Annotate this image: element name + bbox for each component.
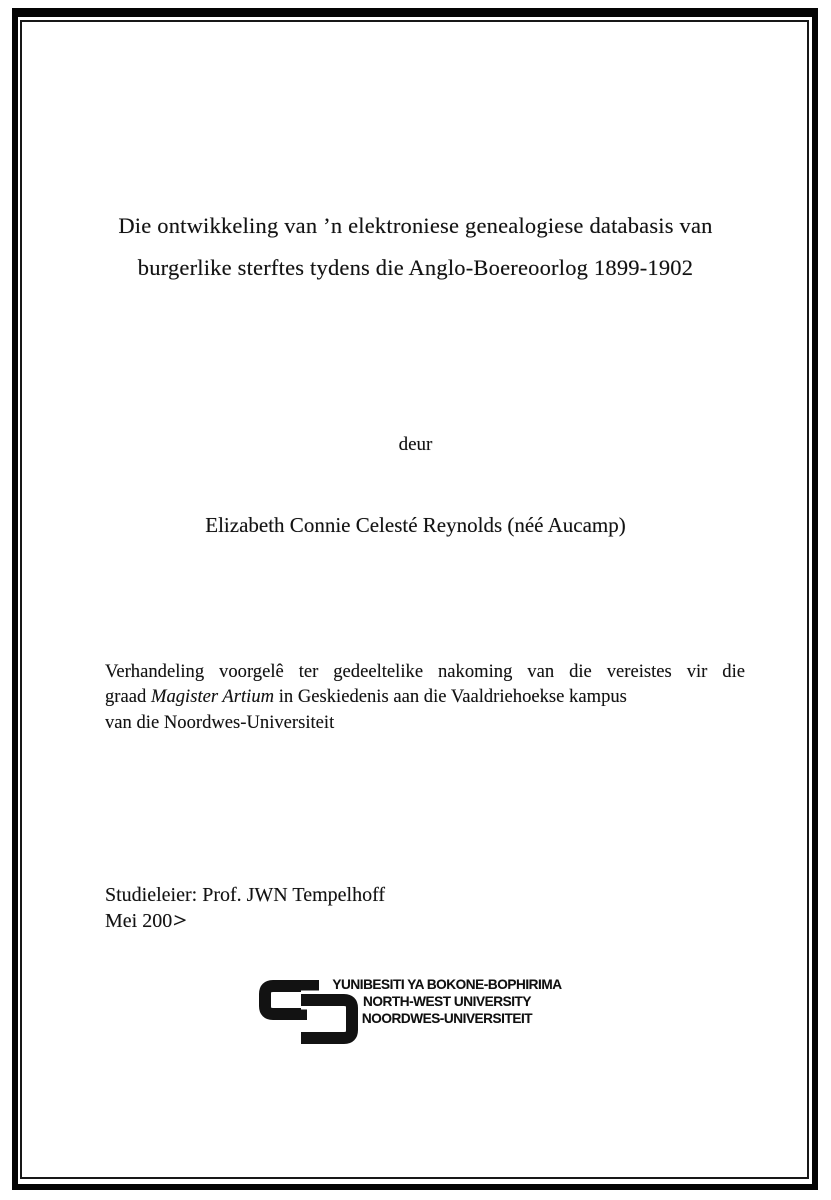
degree-statement-line1: Verhandeling voorgelê ter gedeeltelike nakoming van die vereistes vir die [105, 661, 745, 682]
byline: deur [398, 434, 433, 455]
degree-name-italic: Magister Artium [150, 686, 275, 708]
thesis-title-line2: burgerlike sterftes tydens die Anglo-Boereoorlog 1899-1902 [137, 254, 694, 280]
logo-text-line2: NORTH-WEST UNIVERSITY [362, 993, 532, 1009]
supervisor-block [105, 882, 385, 934]
date-prefix: Mei 200 [105, 910, 173, 932]
degree-statement-line2 [105, 684, 745, 709]
date-line [105, 908, 385, 934]
thesis-title [42, 205, 789, 288]
degree-statement-line2-prefix: graad [105, 686, 151, 708]
logo-text-line3: NOORDWES-UNIVERSITEIT [361, 1010, 533, 1026]
author-name: Elizabeth Connie Celesté Reynolds (néé Aucamp) [205, 513, 626, 537]
university-logo [257, 970, 587, 1052]
degree-statement [105, 659, 745, 735]
date-numeral-seven-glyph: > [172, 910, 188, 932]
degree-statement-line3: van die Noordwes-Universiteit [105, 711, 335, 733]
university-logo-text [318, 977, 576, 1028]
logo-text-line1: YUNIBESITI YA BOKONE-BOPHIRIMA [332, 977, 562, 992]
supervisor-line: Studieleier: Prof. JWN Tempelhoff [105, 884, 386, 906]
thesis-title-line1: Die ontwikkeling van ’n elektroniese genealogiese databasis van [118, 213, 713, 238]
degree-statement-line2-suffix: in Geskiedenis aan die Vaaldriehoekse kampus [274, 686, 627, 708]
